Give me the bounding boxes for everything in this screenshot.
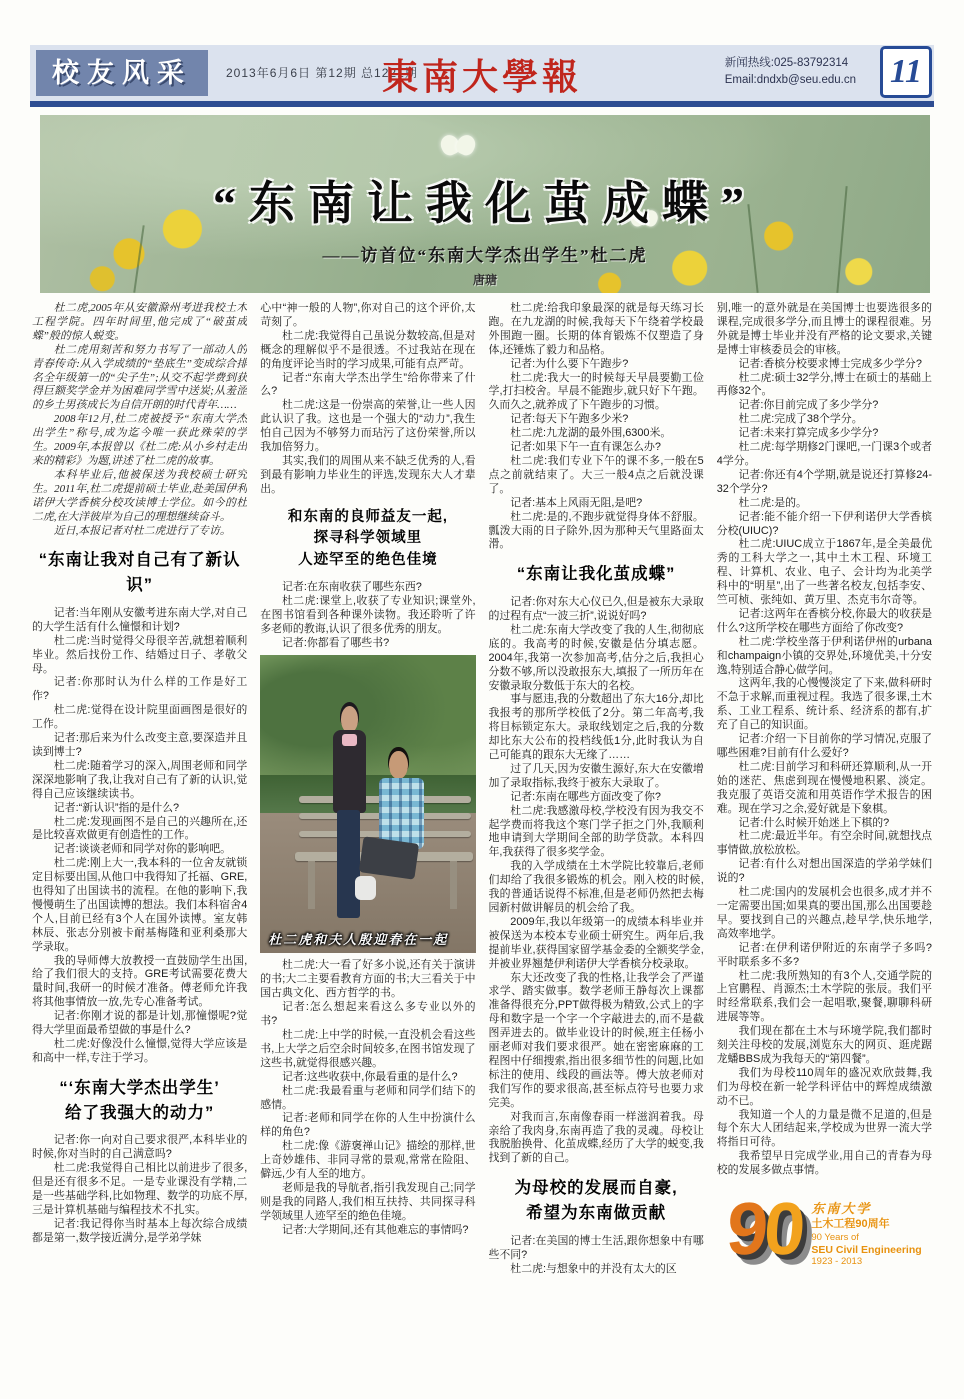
article-paragraph: 我的入学成绩在土木学院比较靠后,老师们却给了我很多锻炼的机会。刚入校的时候,我的普通话说得不标准,但是老师仍然把去梅园新村做讲解员的机会给了我。 xyxy=(488,860,704,914)
reporter-byline: 唐瑭 xyxy=(472,273,497,287)
article-paragraph: 记者:未来打算完成多少学分? xyxy=(738,427,879,440)
article-photo xyxy=(260,655,475,953)
article-paragraph: 我的导师傅大放教授一直鼓励学生出国,给了我们很大的支持。GRE考试需要花费大量时间,我研一的时候才准备。傅老师允许我将其他事情放一放,先专心准备考试。 xyxy=(32,954,248,1009)
logo-caption xyxy=(811,1194,921,1268)
article-paragraph: 记者:如果下午一直有课怎么办? xyxy=(510,441,661,454)
article-paragraph: 杜二虎:九龙湖的最外围,6300米。 xyxy=(510,427,672,440)
article-paragraph: 杜二虎:这是一份崇高的荣誉,让一些人因此认识了我。这也是一个强大的“动力”,我生怕自己因为不够努力而玷污了这份荣誉,所以我加倍努力。 xyxy=(260,399,476,454)
header-divider xyxy=(30,101,934,107)
logo-90-digits xyxy=(724,1187,805,1271)
article-paragraph: 杜二虎:完成了38个学分。 xyxy=(738,413,863,426)
section-heading: “东南让我化茧成蝶” xyxy=(516,565,676,584)
article-paragraph: 杜二虎:给我印象最深的就是每天练习长跑。在九龙湖的时候,我每天下午绕着学校最外围跑一圈。长期的体育锻炼不仅塑造了身体,还锤炼了毅力和品格。 xyxy=(488,302,704,356)
article-paragraph: 记者:“新认识”指的是什么? xyxy=(53,801,180,814)
logo-university-name: 东南大学 xyxy=(811,1201,872,1217)
photo-hedge xyxy=(260,775,475,814)
article-paragraph: 2009年,我以年级第一的成绩本科毕业并被保送为本校本专业硕士研究生。两年后,我提前毕业,获得国家留学基金委的全额奖学金,并被业界翘楚伊利诺伊大学香槟分校录取。 xyxy=(488,915,704,970)
article-paragraph: 记者:你一向对自己要求很严,本科毕业的时候,你对当时的自己满意吗? xyxy=(32,1134,248,1161)
article-paragraph: 过了几天,因为安徽生源好,东大在安徽增加了录取指标,我终于被东大录取了。 xyxy=(488,762,704,789)
article-paragraph: 杜二虎:好像没什么憧憬,觉得大学应该是和高中一样,专注于学习。 xyxy=(32,1038,248,1064)
photo-figure xyxy=(389,751,407,779)
digit-9: 9 xyxy=(724,1187,768,1271)
news-hotline: 新闻热线:025-83792314 xyxy=(724,57,849,69)
logo-anniversary-en2: SEU Civil Engineering xyxy=(811,1243,922,1256)
article-paragraph: 我知道一个人的力量是微不足道的,但是每个东大人团结起来,学校成为世界一流大学将指日可待。 xyxy=(716,1108,932,1149)
anniversary-logo xyxy=(717,1187,932,1271)
butterfly-icon xyxy=(441,135,475,157)
article-paragraph: 记者:什么时候开始迷上下棋的? xyxy=(738,816,890,829)
article-paragraph: 记者:在美国的博士生活,跟你想象中有哪些不同? xyxy=(488,1234,704,1261)
article-paragraph: 杜二虎:随着学习的深入,周围老师和同学深深地影响了我,让我对自己有了新的认识,觉得自己应该继续读书。 xyxy=(32,759,248,800)
article-paragraph: 我们现在都在土木与环境学院,我们都时刻关注母校的发展,浏览东大的网页、逛虎踞龙蟠BBS成为我每天的“第四餐”。 xyxy=(716,1025,932,1065)
article-column-3 xyxy=(489,302,704,1391)
logo-anniversary-en1: 90 Years of xyxy=(811,1231,859,1243)
photo-figure xyxy=(342,734,357,746)
article-paragraph: 杜二虎:我们专业下午的课不多,一般在5点之前就结束了。大三一般4点之后就没课了。 xyxy=(488,454,704,495)
article-paragraph: 杜二虎:东南大学改变了我的人生,彻彻底底的。我高考的时候,安徽是估分填志愿。2004年,我第一次参加高考,估分之后,我担心分数不够,所以没敢报东大,填报了一所历年在安徽录取分数低于东大的名校。 xyxy=(488,623,704,692)
section-heading: 为母校的发展而自豪, 希望为东南做贡献 xyxy=(514,1179,678,1222)
article-paragraph: 杜二虎:我觉得自己虽说分数较高,但是对概念的理解似乎不是很透。不过我站在现在的角度评论当时的学习成果,可能有点严苛。 xyxy=(260,329,476,370)
article-paragraph: 杜二虎:课堂上,收获了专业知识;课堂外,在图书馆看到各种课外读物。我还聆听了许多老师的教诲,认识了很多优秀的朋友。 xyxy=(260,594,476,635)
article-paragraph: 别,唯一的意外就是在美国博士也要选很多的课程,完成很多学分,而且博士的课程很难。另外就是博士毕业并没有严格的论文要求,关键是博士审核委员会的审核。 xyxy=(716,302,932,356)
article-paragraph: 杜二虎:大一看了好多小说,还有关于演讲的书;大二主要看教育方面的书;大三看关于中国古典文化、西方哲学的书。 xyxy=(260,959,476,1000)
article-paragraph: 记者:那后来为什么改变主意,要深造并且读到博士? xyxy=(32,732,248,758)
article-paragraph: 2008年12月,杜二虎被授予“东南大学杰出学生”称号,成为迄今唯一获此殊荣的学生。2009年,本报曾以《杜二虎:从小乡村走出来的精彩》为题,讲述了杜二虎的故事。 xyxy=(32,413,248,467)
article-paragraph: 记者:这两年在香槟分校,你最大的收获是什么?这所学校在哪些方面给了你改变? xyxy=(716,607,932,634)
article-paragraph: 本科毕业后,他被保送为我校硕士研究生。2011年,杜二虎提前硕士毕业,赴美国伊利诺伊大学香槟分校攻读博士学位。如今的杜二虎,在大洋彼岸为自己的理想继续奋斗。 xyxy=(32,468,248,523)
main-headline: “东南让我化茧成蝶” xyxy=(213,178,757,229)
article-paragraph: 杜二虎:最近半年。有空余时间,就想找点事情做,放松放松。 xyxy=(716,830,932,857)
article-paragraph: 记者:我记得你当时基本上每次综合成绩都是第一,数学接近满分,是学弟学妹 xyxy=(32,1217,248,1244)
article-paragraph: 记者:每天下午跑多少米? xyxy=(510,413,629,426)
section-heading: “‘东南大学杰出学生’ 给了我强大的动力” xyxy=(59,1078,220,1122)
article-column-2 xyxy=(260,302,475,1391)
photo-figure xyxy=(355,876,377,900)
contact-info xyxy=(725,55,856,89)
photo-figure xyxy=(341,706,358,733)
article-paragraph: 记者:介绍一下目前你的学习情况,克服了哪些困难?目前有什么爱好? xyxy=(716,733,932,759)
article-paragraph: 杜二虎:与想象中的并没有太大的区 xyxy=(510,1262,677,1275)
email-address: Email:dndxb@seu.edu.cn xyxy=(724,74,856,86)
section-heading: 和东南的良师益友一起, 探寻科学领域里 人迹罕至的绝色佳境 xyxy=(287,508,448,569)
article-paragraph: 记者:香槟分校要求博士完成多少学分? xyxy=(738,357,922,370)
photo-figure xyxy=(337,810,361,917)
article-column-1 xyxy=(32,302,247,1391)
article-column-4 xyxy=(717,302,932,1391)
article-paragraph: 东大还改变了我的性格,让我学会了严谨求学、踏实做事。数学老师王静每次上课都准备得很充分,PPT做得极为精致,公式上的字母和数字是一个字一个字敲进去的,而不是截图弄进去的。做毕业设计的时候,班主任杨小丽老师对我们要求很严。她在密密麻麻的工程图中仔细搜索,指出很多细节性的问题,比如标注的使用、线段的画法等。傅大放老师对我们写作的要求很高,甚至标点符号也要力求完美。 xyxy=(488,971,704,1109)
article-paragraph: 记者:为什么要下午跑步? xyxy=(510,357,629,370)
article-paragraph: 这两年,我的心慢慢淡定了下来,做科研时不急于求解,而重视过程。我选了很多课,土木系、工业工程系、统计系、经济系的都有,扩充了自己的知识面。 xyxy=(716,677,932,732)
article-paragraph: 近日,本报记者对杜二虎进行了专访。 xyxy=(53,524,231,537)
article-paragraph: 杜二虎:国内的发展机会也很多,成才并不一定需要出国;如果真的要出国,那么出国要趁早。要找到自己的兴趣点,趁早学,快乐地学,高效率地学。 xyxy=(716,886,932,940)
article-paragraph: 记者:你都看了哪些书? xyxy=(282,636,390,649)
article-paragraph: 杜二虎:硕士32学分,博士在硕士的基础上再修32个。 xyxy=(716,371,932,398)
article-paragraph: 记者:在东南收获了哪些东西? xyxy=(282,580,422,593)
article-paragraph: 杜二虎:我感激母校,学校没有因为我交不起学费而将我这个寒门学子拒之门外,我顺利地申请到大学期间全部的助学贷款。本科四年,我获得了很多奖学金。 xyxy=(488,804,704,859)
section-heading: “东南让我对自己有了新认识” xyxy=(38,551,241,595)
article-paragraph: 记者:你对东大心仪已久,但是被东大录取的过程有点“一波三折”,说说好吗? xyxy=(488,596,704,622)
article-paragraph: 杜二虎用刻苦和努力书写了一部动人的青春传奇:从入学成绩的“垫底生”变成综合排名全年级第一的“尖子生”;从交不起学费到获得巨额奖学金并为困难同学雪中送炭;从羞涩的乡土男孩成长为自信开朗的时代青年…… xyxy=(32,343,248,412)
photo-caption: 杜二虎和夫人殷迎春在一起 xyxy=(268,931,449,947)
article-paragraph: 杜二虎:我最看重与老师和同学们结下的感情。 xyxy=(260,1084,476,1111)
article-paragraph: 记者:在伊利诺伊附近的东南学子多吗?平时联系多不多? xyxy=(716,941,932,968)
article-paragraph: 杜二虎:UIUC成立于1867年,是全美最优秀的工科大学之一,其中土木工程、环境工程、计算机、农业、电子、会计均为北美学科中的“明星”,出了一些著名校友,包括李安、竺可桢、张纯如、黄万里、杰克韦尔奇等。 xyxy=(716,538,932,607)
article-paragraph: 杜二虎:是的。 xyxy=(738,496,807,509)
article-paragraph: 记者:“东南大学杰出学生”给你带来了什么? xyxy=(260,371,476,398)
article-paragraph: 杜二虎:当时觉得父母很辛苦,就想着顺利毕业。然后找份工作、结婚过日子、孝敬父母。 xyxy=(32,634,248,675)
article-paragraph: 杜二虎:学校坐落于伊利诺伊州的urbana和champaign小镇的交界处,环境优美,十分安逸,特别适合静心做学问。 xyxy=(716,635,932,676)
banner-photo xyxy=(40,115,930,293)
article-paragraph: 杜二虎:觉得在设计院里面画图是很好的工作。 xyxy=(32,704,248,731)
article-paragraph: 我希望早日完成学业,用自己的青春为母校的发展多做点事情。 xyxy=(716,1150,932,1177)
article-paragraph: 记者:这些收获中,你最看重的是什么? xyxy=(282,1070,458,1083)
article-paragraph: 其实,我们的周围从来不缺乏优秀的人,看到最有影响力毕业生的评选,发现东大人才辈出。 xyxy=(260,454,476,495)
article-paragraph: 记者:你还有4个学期,就是说还打算修24-32个学分? xyxy=(716,468,932,495)
article-paragraph: 心中“神一般的人物”,你对自己的这个评价,太苛刻了。 xyxy=(260,302,476,328)
article-paragraph: 杜二虎:我所熟知的有3个人,交通学院的上官鹏程、肖源杰;土木学院的张辰。我们平时经常联系,我们会一起唱歌,聚餐,聊聊科研进展等等。 xyxy=(716,969,932,1024)
date-line: 2013年6月6日 第12期 总1221期 xyxy=(226,66,418,80)
article-paragraph: 杜二虎:是的,不跑步就觉得身体不舒服。瓢泼大雨的日子除外,因为那种天气里路面太滑。 xyxy=(488,510,704,551)
article-paragraph: 对我而言,东南像春雨一样滋润着我。母亲给了我肉身,东南再造了我的灵魂。母校让我脱胎换骨、化茧成蝶,经历了大学的蜕变,我找到了新的自己。 xyxy=(488,1110,704,1165)
article-paragraph: 记者:你目前完成了多少学分? xyxy=(738,399,879,412)
article-paragraph: 记者:谈谈老师和同学对你的影响吧。 xyxy=(53,843,232,856)
article-paragraph: 记者:你那时认为什么样的工作是好工作? xyxy=(32,676,248,703)
bench-leg xyxy=(308,861,315,909)
sub-headline: ——访首位“东南大学杰出学生”杜二虎 xyxy=(322,246,648,265)
article-paragraph: 记者:当年刚从安徽考进东南大学,对自己的大学生活有什么憧憬和计划? xyxy=(32,606,248,633)
article-paragraph: 杜二虎,2005年从安徽滁州考进我校土木工程学院。四年时间里,他完成了“破茧成蝶”般的惊人蜕变。 xyxy=(32,302,248,342)
article-paragraph: 记者:老师和同学在你的人生中扮演什么样的角色? xyxy=(260,1112,476,1139)
article-paragraph: 记者:能不能介绍一下伊利诺伊大学香槟分校(UIUC)? xyxy=(716,510,932,537)
article-paragraph: 老师是我的导航者,指引我发现自己;同学则是我的同路人,我们相互扶持、共同探寻科学领域里人迹罕至的绝色佳境。 xyxy=(260,1181,476,1222)
article-paragraph: 杜二虎:像《游褒禅山记》描绘的那样,世上奇妙雄伟、非同寻常的景观,常常在险阻、僻远,少有人至的地方。 xyxy=(260,1140,476,1181)
article-paragraph: 杜二虎:上中学的时候,一直没机会看这些书,上大学之后空余时间较多,在图书馆发现了这些书,就觉得很感兴趣。 xyxy=(260,1029,476,1069)
article-paragraph: 杜二虎:发现画图不是自己的兴趣所在,还是比较喜欢做更有创造性的工作。 xyxy=(32,815,248,842)
article-paragraph: 记者:基本上风雨无阻,是吧? xyxy=(510,496,643,509)
article-paragraph: 杜二虎:我觉得自己相比以前进步了很多,但是还有很多不足。一是专业课没有学精,二是一些基础学科,比如物理、数学的功底不厚,三是计算机基础与编程技术不扎实。 xyxy=(32,1162,248,1216)
article-paragraph: 事与愿违,我的分数超出了东大16分,却比我报考的那所学校低了2分。第二年高考,我将目标锁定东大。录取线划定之后,我的分数却比东大公布的投档线低1分,此时我认为自己可能真的跟东大无缘了…… xyxy=(488,693,704,762)
logo-anniversary-cn: 土木工程90周年 xyxy=(811,1218,890,1230)
article-paragraph: 杜二虎:刚上大一,我本科的一位舍友就锁定目标要出国,从他口中我得知了托福、GRE,也得知了出国读书的流程。在他的影响下,我慢慢萌生了出国读博的想法。我们本科宿舍4个人,目前已经有3个人在国外读博。室友韩林辰、张志分别被卡耐基梅隆和亚利桑那大学录取。 xyxy=(32,857,248,953)
article-paragraph: 记者:东南在哪些方面改变了你? xyxy=(510,790,661,803)
page-number: 11 xyxy=(880,46,932,98)
article-paragraph: 杜二虎:我大一的时候每天早晨要勤工俭学,打扫校舍。早晨不能跑步,就只好下午跑。久而久之,就养成了下午跑步的习惯。 xyxy=(488,371,704,412)
article-paragraph: 杜二虎:每学期修2门课吧,一门课3个或者4学分。 xyxy=(716,441,932,467)
section-badge: 校友风采 xyxy=(36,50,208,96)
article-body xyxy=(32,302,932,1391)
page-header xyxy=(30,45,934,101)
article-paragraph: 杜二虎:目前学习和科研还算顺利,从一开始的迷茫、焦虑到现在慢慢地积累、淡定。我克服了英语交流和用英语作学术报告的困难。现在学习之余,爱好就是下象棋。 xyxy=(716,760,932,815)
article-paragraph: 记者:你刚才说的都是计划,那憧憬呢?觉得大学里面最希望做的事是什么? xyxy=(32,1010,248,1037)
digit-0: 0 xyxy=(761,1187,805,1271)
logo-years: 1923 - 2013 xyxy=(811,1255,863,1267)
bench-leg xyxy=(450,861,457,909)
article-paragraph: 我们为母校110周年的盛况欢欣鼓舞,我们为母校在新一轮学科评估中的辉煌成绩激动不已。 xyxy=(716,1066,932,1107)
masthead-title: 東南大學報 xyxy=(381,57,582,97)
article-paragraph: 记者:怎么想起来看这么多专业以外的书? xyxy=(260,1001,476,1028)
article-paragraph: 记者:大学期间,还有其他难忘的事情吗? xyxy=(282,1223,469,1236)
article-paragraph: 记者:有什么对想出国深造的学弟学妹们说的? xyxy=(716,858,932,885)
